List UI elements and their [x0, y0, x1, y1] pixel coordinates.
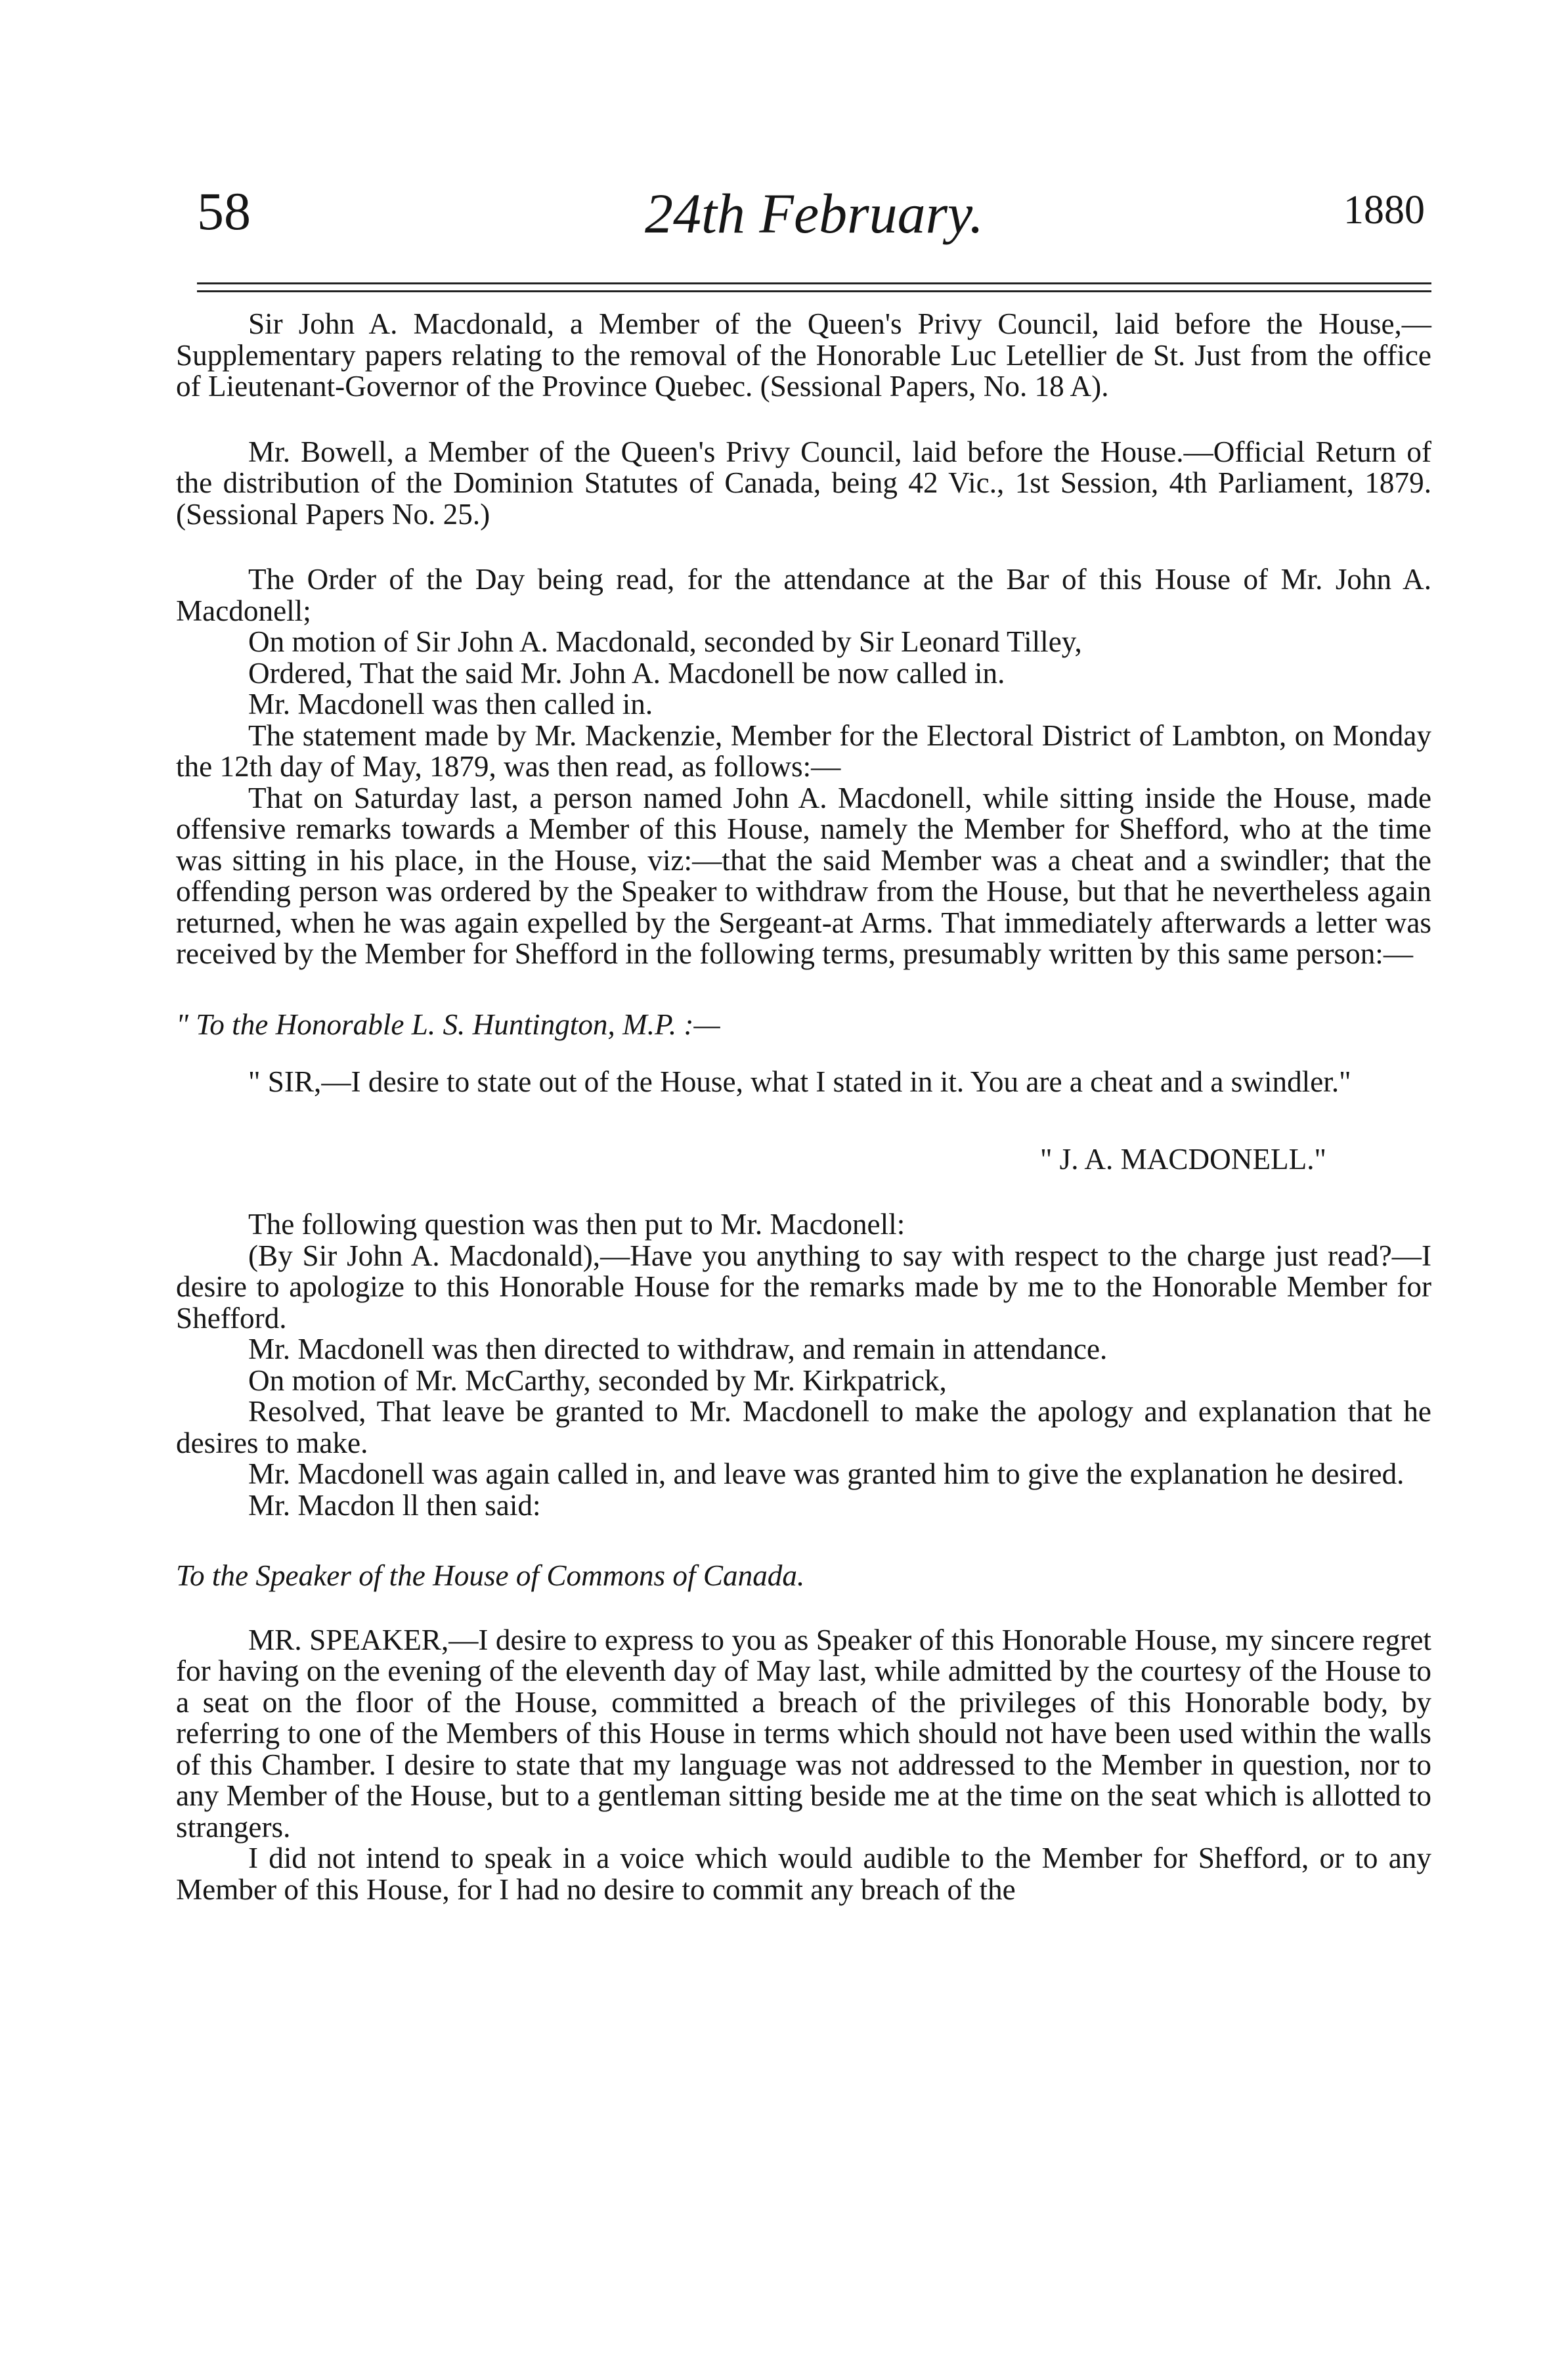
paragraph-motion: On motion of Sir John A. Macdonald, seconded by Sir Leonard Tilley, [248, 625, 1082, 658]
paragraph-order-of-day: The Order of the Day being read, for the attendance at the Bar of this House of Mr. John A. Macdonell; [176, 563, 1431, 627]
paragraph-ordered: Ordered, That the said Mr. John A. Macdonell be now called in. [248, 656, 1005, 690]
page-number: 58 [197, 181, 251, 241]
paragraph-statement: That on Saturday last, a person named John A. Macdonell, while sitting inside the House, made offensive remarks towards a Member of this House, namely the Member for Shefford, who at the time was sitting in his place, in the House, viz:—that the said Member was a cheat and a swindler; that the offending person was ordered by the Speaker to withdraw from the House, but that he nevertheless again returned, when he was again expelled by the Sergeant-at Arms. That immediately afterwards a letter was received by the Member for Shefford in the following terms, presumably written by this same person:— [176, 781, 1431, 970]
letter-salutation: " To the Honorable L. S. Huntington, M.P. :— [176, 1007, 720, 1041]
paragraph-question: (By Sir John A. Macdonald),—Have you anything to say with respect to the charge just read?—I desire to apologize to this Honorable House for the remarks made by me to the Honorable Member for Shefford. [176, 1239, 1431, 1335]
paragraph-motion-mccarthy: On motion of Mr. McCarthy, seconded by Mr. Kirkpatrick, [248, 1363, 947, 1397]
paragraph-official-return: Mr. Bowell, a Member of the Queen's Privy Council, laid before the House.—Official Return of the distribution of the Dominion Statutes of Canada, being 42 Vic., 1st Session, 4th Parliament, 1879. (Sessional Papers No. 25.) [176, 435, 1431, 531]
paragraph-then-said: Mr. Macdon ll then said: [248, 1488, 541, 1522]
page-header [197, 181, 1431, 259]
page-date-heading: 24th February. [645, 182, 984, 245]
header-rule-bottom [197, 290, 1431, 292]
header-rule-top [197, 282, 1431, 284]
paragraph-did-not-intend: I did not intend to speak in a voice which would audible to the Member for Shefford, or to any Member of this House, for I had no desire to commit any breach of the [176, 1842, 1431, 1906]
address-heading: To the Speaker of the House of Commons of Canada. [176, 1559, 805, 1592]
paragraph-statement-intro: The statement made by Mr. Mackenzie, Member for the Electoral District of Lambton, on Monday the 12th day of May, 1879, was then read, as follows:— [176, 719, 1431, 783]
letter-body: " SIR,—I desire to state out of the House, what I stated in it. You are a cheat and a swindler." [248, 1065, 1351, 1098]
document-body [176, 309, 1431, 1905]
paragraph-called-in: Mr. Macdonell was then called in. [248, 688, 653, 720]
paragraph-called-again: Mr. Macdonell was again called in, and leave was granted him to give the explanation he desired. [248, 1457, 1405, 1490]
paragraph-question-intro: The following question was then put to Mr. Macdonell: [248, 1208, 905, 1241]
paragraph-withdraw: Mr. Macdonell was then directed to withdraw, and remain in attendance. [248, 1333, 1108, 1365]
letter-signature: " J. A. MACDONELL." [1039, 1142, 1326, 1176]
paragraph-supplementary-papers: Sir John A. Macdonald, a Member of the Queen's Privy Council, laid before the House,—Supplementary papers relating to the removal of the Honorable Luc Letellier de St. Just from the office of Lieutenant-Governor of the Province Quebec. (Sessional Papers, No. 18 A). [176, 307, 1431, 403]
paragraph-resolved: Resolved, That leave be granted to Mr. Macdonell to make the apology and explanation that he desires to make. [176, 1395, 1431, 1459]
paragraph-speaker-address: MR. SPEAKER,—I desire to express to you as Speaker of this Honorable House, my sincere regret for having on the evening of the eleventh day of May last, while admitted by the courtesy of the House to a seat on the floor of the House, committed a breach of the privileges of this Honorable body, by referring to one of the Members of this House in terms which should not have been used within the walls of this Chamber. I desire to state that my language was not addressed to the Member in question, nor to any Member of the House, but to a gentleman sitting beside me at the time on the seat which is allotted to strangers. [176, 1623, 1431, 1844]
page-year: 1880 [1343, 188, 1425, 232]
